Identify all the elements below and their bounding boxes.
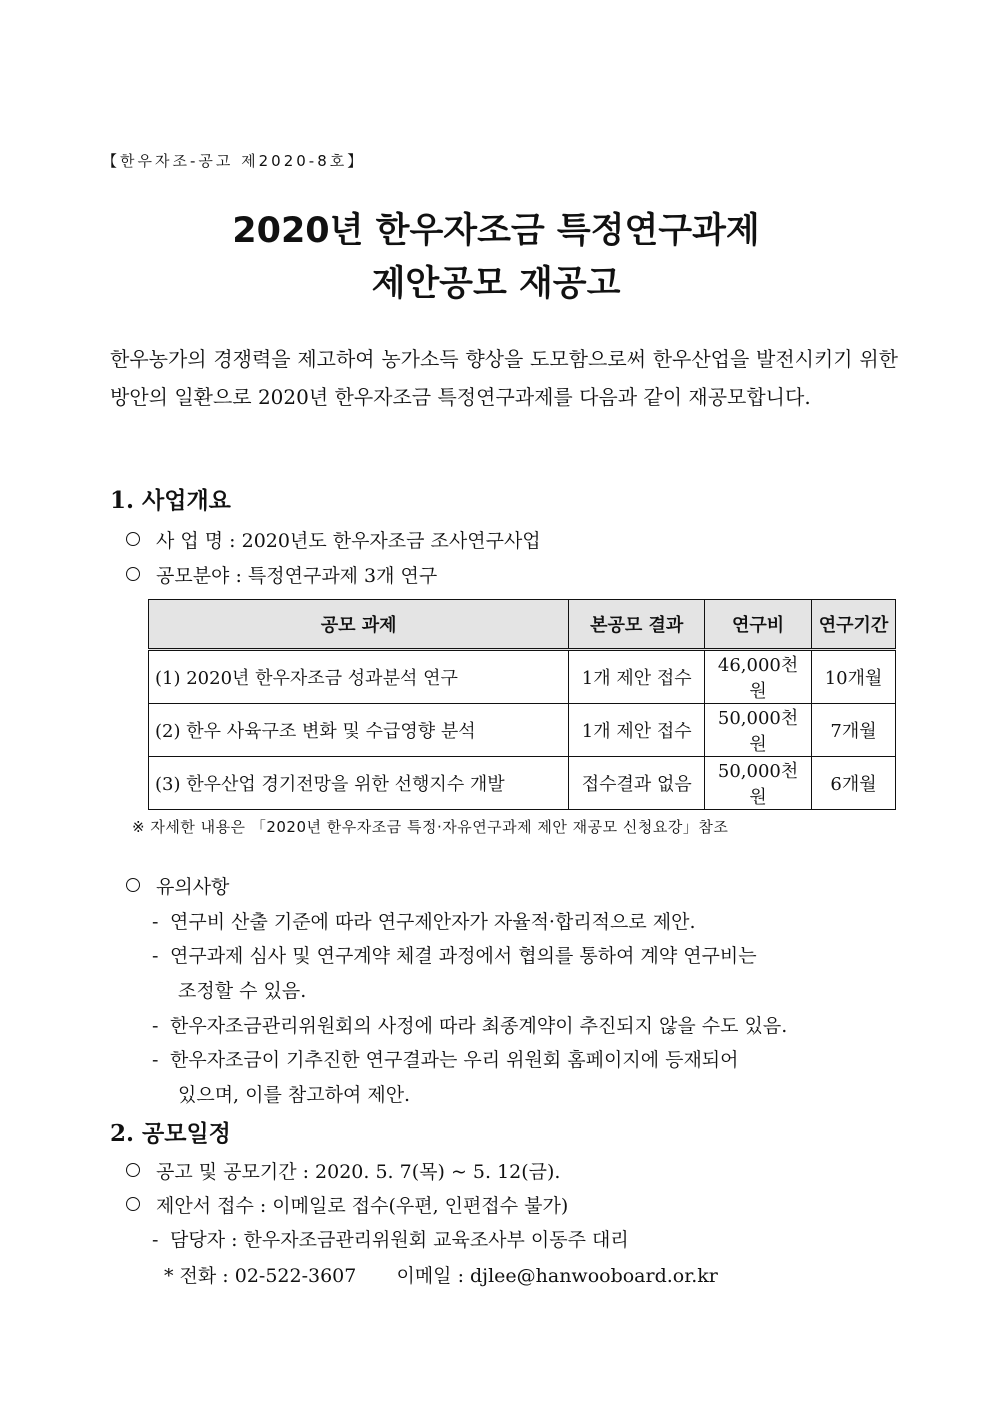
task-result: 1개 제안 접수 <box>569 650 705 704</box>
table-row <box>149 650 896 704</box>
field-line <box>126 561 437 588</box>
task-name: (1) 2020년 한우자조금 성과분석 연구 <box>149 650 569 704</box>
task-result: 1개 제안 접수 <box>569 704 705 757</box>
task-period: 10개월 <box>812 650 896 704</box>
period-line <box>126 1157 560 1184</box>
cautions-heading-line <box>126 872 229 899</box>
header-result: 본공모 결과 <box>569 600 705 650</box>
task-name: (2) 한우 사육구조 변화 및 수급영향 분석 <box>149 704 569 757</box>
caution-item-continued: 있으며, 이를 참고하여 제안. <box>178 1084 411 1106</box>
table-row <box>149 704 896 757</box>
table-row <box>149 757 896 810</box>
reference-note: ※ 자세한 내용은 「2020년 한우자조금 특정·자유연구과제 제안 재공모 신청요강」참조 <box>132 818 729 836</box>
phone: * 전화 : 02-522-3607 <box>164 1265 357 1287</box>
phone-email-line <box>164 1261 718 1288</box>
task-budget: 50,000천원 <box>705 757 812 810</box>
circle-bullet-icon <box>126 567 140 581</box>
caution-item: - 연구과제 심사 및 연구계약 체결 과정에서 협의를 통하여 계약 연구비는 <box>152 945 757 967</box>
task-period: 6개월 <box>812 757 896 810</box>
email: 이메일 : djlee@hanwooboard.or.kr <box>396 1265 718 1287</box>
task-period: 7개월 <box>812 704 896 757</box>
submission: 제안서 접수 : 이메일로 접수(우편, 인편접수 불가) <box>156 1195 569 1217</box>
section-1-heading: 1. 사업개요 <box>110 487 231 514</box>
task-budget: 46,000천원 <box>705 650 812 704</box>
project-name: 사 업 명 : 2020년도 한우자조금 조사연구사업 <box>156 530 541 552</box>
field: 공모분야 : 특정연구과제 3개 연구 <box>156 565 438 587</box>
section-2-heading: 2. 공모일정 <box>110 1120 231 1147</box>
caution-item-continued: 조정할 수 있음. <box>178 980 307 1002</box>
table-header-row <box>149 600 896 650</box>
tasks-table <box>148 599 896 810</box>
task-result: 접수결과 없음 <box>569 757 705 810</box>
caution-item: - 한우자조금이 기추진한 연구결과는 우리 위원회 홈페이지에 등재되어 <box>152 1049 739 1071</box>
notice-number: 【한우자조-공고 제2020-8호】 <box>102 152 366 170</box>
project-name-line <box>126 526 541 553</box>
intro-text: 한우농가의 경쟁력을 제고하여 농가소득 향상을 도모함으로써 한우산업을 발전시키기 위한 방안의 일환으로 2020년 한우자조금 특정연구과제를 다음과 같이 재공모합니다. <box>110 347 898 409</box>
header-task: 공모 과제 <box>149 600 569 650</box>
header-budget: 연구비 <box>705 600 812 650</box>
submission-line <box>126 1191 568 1218</box>
title-line-2: 제안공모 재공고 <box>371 264 621 304</box>
contact-line: - 담당자 : 한우자조금관리위원회 교육조사부 이동주 대리 <box>152 1229 629 1251</box>
period: 공고 및 공모기간 : 2020. 5. 7(목) ~ 5. 12(금). <box>156 1161 561 1183</box>
title-line-1: 2020년 한우자조금 특정연구과제 <box>232 211 760 251</box>
intro-paragraph <box>110 340 898 416</box>
task-budget: 50,000천원 <box>705 704 812 757</box>
cautions-heading: 유의사항 <box>156 876 230 898</box>
caution-item: - 한우자조금관리위원회의 사정에 따라 최종계약이 추진되지 않을 수도 있음. <box>152 1015 788 1037</box>
header-period: 연구기간 <box>812 600 896 650</box>
contact: 담당자 : 한우자조금관리위원회 교육조사부 이동주 대리 <box>170 1229 629 1251</box>
caution-item: - 연구비 산출 기준에 따라 연구제안자가 자율적·합리적으로 제안. <box>152 911 696 933</box>
task-name: (3) 한우산업 경기전망을 위한 선행지수 개발 <box>149 757 569 810</box>
circle-bullet-icon <box>126 878 140 892</box>
circle-bullet-icon <box>126 532 140 546</box>
circle-bullet-icon <box>126 1197 140 1211</box>
circle-bullet-icon <box>126 1163 140 1177</box>
